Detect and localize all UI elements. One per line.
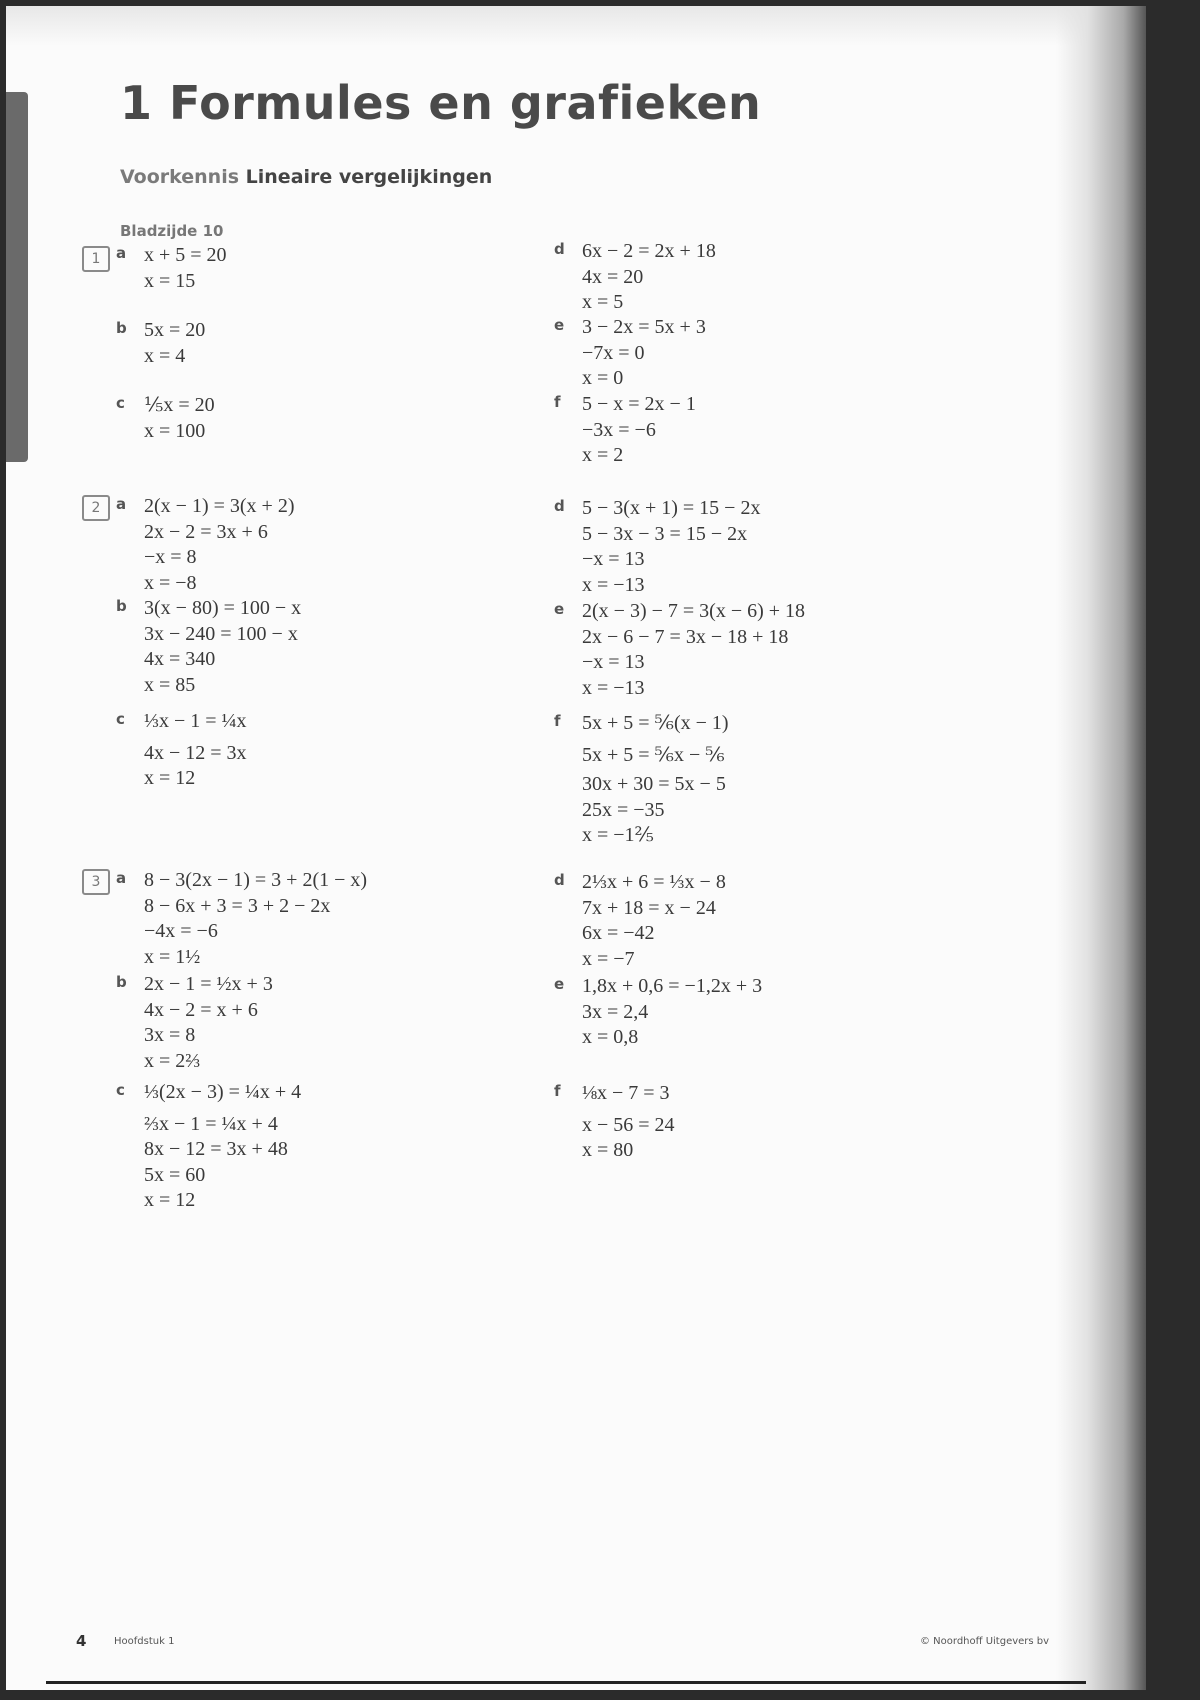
part-letter: c [116, 1081, 125, 1099]
part-letter: a [116, 244, 127, 262]
equation-lines [144, 318, 205, 369]
part-letter: e [554, 600, 565, 618]
equation-line: 5 − 3x − 3 = 15 − 2x [582, 522, 748, 545]
equation-line: −4x = −6 [144, 920, 218, 942]
equation-line: x = 80 [582, 1139, 634, 1161]
equation-line: 5x + 5 = ⅚x − ⅚ [582, 743, 725, 766]
equation-line: x = 12 [144, 767, 196, 789]
chapter-tab-bar [6, 92, 28, 462]
section-title [120, 166, 492, 188]
equation-line: x − 56 = 24 [582, 1113, 675, 1136]
chapter-title: 1 Formules en grafieken [120, 76, 762, 130]
equation-line: ⅕x = 20 [144, 394, 215, 416]
equation-line: x = 1½ [144, 945, 201, 968]
equation-line: x + 5 = 20 [144, 244, 227, 266]
page-number: 4 [76, 1632, 87, 1650]
equation-line: 2(x − 3) − 7 = 3(x − 6) + 18 [582, 600, 806, 622]
scan-shadow-right [1056, 6, 1146, 1690]
page-sheet [6, 6, 1146, 1690]
equation-line: x = 2 [582, 444, 624, 466]
equation-line: −x = 13 [582, 548, 645, 570]
part-letter: e [554, 316, 565, 334]
equation-line: 6x − 2 = 2x + 18 [582, 240, 716, 262]
equation-line: 7x + 18 = x − 24 [582, 896, 716, 919]
equation-line: 5x + 5 = ⅚(x − 1) [582, 712, 729, 734]
equation-line: 4x = 340 [144, 648, 216, 670]
equation-lines [582, 392, 696, 469]
part-letter: f [554, 1082, 561, 1100]
equation-line: x = 15 [144, 269, 196, 292]
equation-lines [582, 870, 726, 972]
part-letter: f [554, 393, 561, 411]
equation-lines [144, 393, 215, 444]
equation-line: x = −13 [582, 573, 645, 596]
equation-line: 4x = 20 [582, 265, 644, 288]
part-letter: b [116, 597, 127, 615]
equation-lines [144, 868, 367, 970]
part-letter: c [116, 394, 125, 412]
equation-line: 2x − 2 = 3x + 6 [144, 520, 268, 543]
equation-line: −3x = −6 [582, 418, 656, 441]
equation-lines [582, 496, 760, 598]
equation-lines [144, 494, 294, 596]
exercise-number-1: 1 [82, 246, 110, 272]
equation-line: x = 0 [582, 367, 624, 389]
equation-line: ⅓(2x − 3) = ¼x + 4 [144, 1081, 302, 1103]
exercise-number-2: 2 [82, 495, 110, 521]
footer-chapter: Hoofdstuk 1 [114, 1636, 175, 1647]
part-letter: c [116, 710, 125, 728]
equation-line: x = 12 [144, 1189, 196, 1211]
equation-lines [144, 243, 227, 294]
equation-line: −x = 8 [144, 546, 197, 568]
equation-line: 2⅓x + 6 = ⅓x − 8 [582, 871, 726, 893]
equation-line: ⅛x − 7 = 3 [582, 1082, 670, 1104]
equation-line: x = −7 [582, 947, 635, 970]
footer-copyright: © Noordhoff Uitgevers bv [920, 1636, 1050, 1647]
part-letter: d [554, 497, 565, 515]
equation-line: 8 − 6x + 3 = 3 + 2 − 2x [144, 894, 331, 917]
section-prefix: Voorkennis [120, 166, 240, 188]
exercise-number-3: 3 [82, 869, 110, 895]
equation-lines [582, 1081, 675, 1164]
equation-lines [582, 315, 706, 392]
equation-line: x = −13 [582, 676, 645, 699]
equation-line: 3x = 2,4 [582, 1000, 649, 1023]
equation-line: 2(x − 1) = 3(x + 2) [144, 495, 295, 517]
equation-line: 5 − x = 2x − 1 [582, 393, 696, 415]
equation-line: 2x − 6 − 7 = 3x − 18 + 18 [582, 625, 789, 648]
equation-line: x = 5 [582, 291, 624, 313]
equation-line: 3 − 2x = 5x + 3 [582, 316, 706, 338]
section-main-title: Lineaire vergelijkingen [245, 166, 493, 188]
equation-line: 2x − 1 = ½x + 3 [144, 973, 273, 995]
equation-line: 4x − 2 = x + 6 [144, 998, 258, 1021]
part-letter: e [554, 975, 565, 993]
scan-edge-bottom [46, 1681, 1086, 1684]
part-letter: b [116, 319, 127, 337]
equation-lines [582, 599, 805, 701]
equation-line: 3x = 8 [144, 1024, 196, 1046]
equation-line: 1,8x + 0,6 = −1,2x + 3 [582, 975, 763, 997]
equation-lines [144, 972, 273, 1074]
equation-line: x = 0,8 [582, 1026, 639, 1048]
part-letter: b [116, 973, 127, 991]
equation-lines [582, 711, 729, 849]
page-reference: Bladzijde 10 [120, 222, 224, 240]
equation-line: 6x = −42 [582, 922, 655, 944]
equation-line: 8 − 3(2x − 1) = 3 + 2(1 − x) [144, 869, 368, 891]
equation-line: x = 100 [144, 419, 206, 442]
equation-line: 25x = −35 [582, 798, 665, 821]
equation-line: ⅔x − 1 = ¼x + 4 [144, 1112, 278, 1135]
equation-line: 3x − 240 = 100 − x [144, 622, 298, 645]
part-letter: a [116, 495, 127, 513]
equation-lines [144, 709, 247, 792]
equation-line: x = 85 [144, 673, 196, 696]
part-letter: d [554, 240, 565, 258]
equation-line: −x = 13 [582, 651, 645, 673]
equation-line: 5 − 3(x + 1) = 15 − 2x [582, 497, 761, 519]
equation-line: 5x = 20 [144, 319, 206, 341]
equation-line: 5x = 60 [144, 1163, 206, 1186]
part-letter: f [554, 712, 561, 730]
equation-line: −7x = 0 [582, 341, 645, 364]
equation-line: x = 4 [144, 344, 186, 367]
equation-lines [582, 239, 716, 316]
scan-shadow-top [6, 6, 1146, 46]
equation-line: 3(x − 80) = 100 − x [144, 597, 302, 619]
equation-lines [144, 596, 301, 698]
part-letter: d [554, 871, 565, 889]
equation-line: x = 2⅔ [144, 1049, 201, 1072]
equation-line: 4x − 12 = 3x [144, 741, 247, 764]
equation-line: ⅓x − 1 = ¼x [144, 710, 247, 732]
equation-line: 8x − 12 = 3x + 48 [144, 1138, 288, 1160]
equation-line: 30x + 30 = 5x − 5 [582, 773, 726, 795]
equation-lines [582, 974, 762, 1051]
equation-line: x = −1⅖ [582, 824, 654, 846]
equation-line: x = −8 [144, 571, 197, 594]
equation-lines [144, 1080, 301, 1214]
part-letter: a [116, 869, 127, 887]
